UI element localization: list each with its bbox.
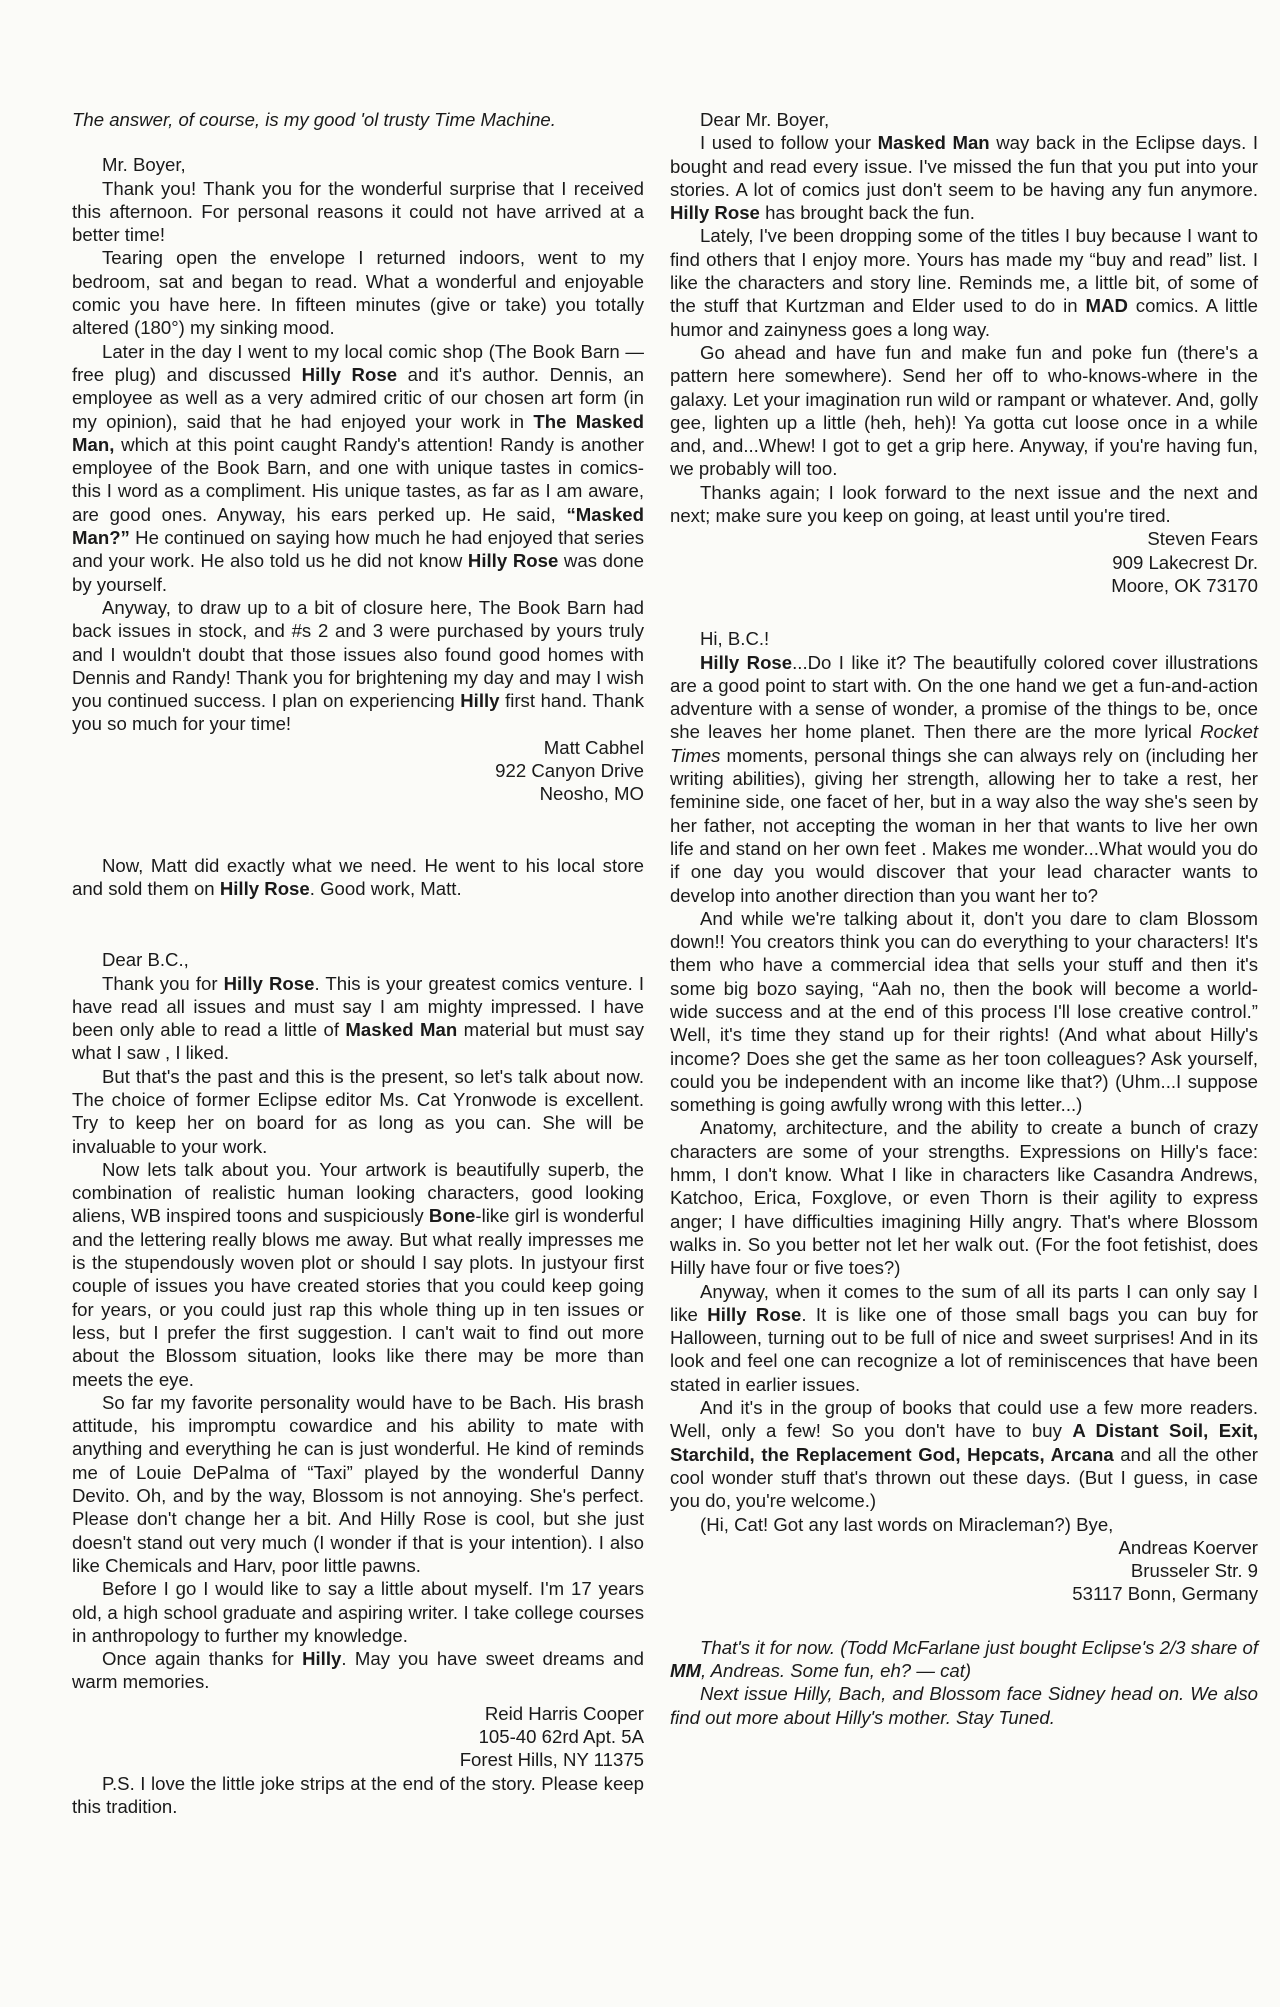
signature-name: Reid Harris Cooper [484,1702,644,1724]
paragraph: Before I go I would like to say a little about myself. I'm 17 years old, a high school graduate and aspiring writer. I take college courses in anthropology to further my knowledge. [72,1578,644,1646]
signature-name: Steven Fears [1147,528,1258,550]
signature-address: Forest Hills, NY 11375 [459,1749,644,1771]
paragraph: Now lets talk about you. Your artwork is beautifully superb, the combination of realistic human looking characters, good looking aliens, WB inspired toons and suspiciously Bone-like girl is wonderful and the lettering really blows me away. But what really impresses me is the stupendously woven plot or should I say plots. In justyour first couple of issues you have created stories that you could keep going for years, or you could just rap this whole thing up in ten issues or less, but I prefer the first suggestion. I can't wait to find out more about the Blossom situation, looks like there may be more than meets the eye. [72,1158,644,1390]
paragraph: Later in the day I went to my local comic shop (The Book Barn — free plug) and discussed Hilly Rose and it's author. Dennis, an employee as well as a very admired critic of our chosen art form (in my opinion), said that he had enjoyed your work in The Masked Man, which at this point caught Randy's attention! Randy is another employee of the Book Barn, and one with unique tastes in comics- this I word as a compliment. His unique tastes, as far as I am aware, are good ones. Anyway, his ears perked up. He said, “Masked Man?” He continued on saying how much he had enjoyed that series and your work. He also told us he did not know Hilly Rose was done by yourself. [72,340,644,595]
salutation: Mr. Boyer, [102,154,186,176]
letter-steven-fears [670,108,1258,597]
paragraph: But that's the past and this is the present, so let's talk about now. The choice of former Eclipse editor Ms. Cat Yronwode is excellent. Try to keep her on board for as long as you can. She will be invaluable to your work. [72,1065,644,1157]
signature-address: Neosho, MO [539,783,644,805]
paragraph: Thank you! Thank you for the wonderful surprise that I received this afternoon. For personal reasons it could not have arrived at a better time! [72,177,644,246]
left-column [72,108,644,1818]
signature-address: 922 Canyon Drive [495,760,644,782]
paragraph: Go ahead and have fun and make fun and poke fun (there's a pattern here somewhere). Send her off to who-knows-where in the galaxy. Let your imagination run wild or rampant or whatever. And, golly gee, lighten up a little (heh, heh)! Ya gotta cut loose once in a while and, and...Whew! I got to get a grip here. Anyway, if you're having fun, we probably will too. [670,341,1258,480]
letter-andreas-koerver [670,627,1258,1605]
paragraph: I used to follow your Masked Man way back in the Eclipse days. I bought and read every issue. I've missed the fun that you put into your stories. A lot of comics just don't seem to be having any fun anymore. Hilly Rose has brought back the fun. [670,132,1258,224]
letter-reid-harris-cooper [72,948,644,1818]
paragraph: Anyway, to draw up to a bit of closure here, The Book Barn had back issues in stock, and #s 2 and 3 were purchased by yours truly and I wouldn't doubt that those issues also found good homes with Dennis and Randy! Thank you for brightening my day and may I wish you continued success. I plan on experiencing Hilly first hand. Thank you so much for your time! [72,596,644,735]
signature-address: Moore, OK 73170 [1111,574,1258,596]
paragraph: Hilly Rose...Do I like it? The beautifully colored cover illustrations are a good point to start with. On the one hand we get a fun-and-action adventure with a sense of wonder, a promise of the things to be, once she leaves her home planet. Then there are the more lyrical Rocket Times moments, personal things she can always rely on (including her writing abilities), giving her strength, allowing her to take a rest, her feminine side, one facet of her, but in a way also the way she's seen by her father, not accepting the woman in her that wants to live her own life and stand on her own feet . Makes me wonder...What would you do if one day you would discover that your lead character wants to develop into another direction than you want her to? [670,651,1259,906]
signature-name: Andreas Koerver [1118,1536,1258,1558]
signature-address: 105-40 62rd Apt. 5A [478,1726,644,1747]
salutation: Hi, B.C.! [700,628,770,650]
paragraph: Anatomy, architecture, and the ability to create a bunch of crazy characters are some of your strengths. Expressions on Hilly's face: hmm, I don't know. What I like in characters like Casandra Andrews, Katchoo, Erica, Foxglove, or even Thorn is their agility to express anger; I have difficulties imagining Hilly angry. That's where Blossom walks in. So you better not let her walk out. (For the foot fetishist, does Hilly have four or five toes?) [670,1117,1258,1279]
salutation: Dear B.C., [102,949,189,971]
paragraph: And it's in the group of books that could use a few more readers. Well, only a few! So you don't have to buy A Distant Soil, Exit, Starchild, the Replacement God, Hepcats, Arcana and all the other cool wonder stuff that's thrown out these days. (But I guess, in case you do, you're welcome.) [670,1397,1258,1512]
signature-name: Matt Cabhel [543,736,644,758]
paragraph: So far my favorite personality would have to be Bach. His brash attitude, his impromptu cowardice and his ability to mate with anything and everything he can is just wonderful. He kind of reminds me of Louie DePalma of “Taxi” played by the wonderful Danny Devito. Oh, and by the way, Blossom is not annoying. She's perfect. Please don't change her a bit. And Hilly Rose is cool, but she just doesn't stand out very much (I wonder if that is your intention). I also like Chemicals and Harv, poor little pawns. [72,1391,644,1576]
next-issue-note: Next issue Hilly, Bach, and Blossom face Sidney head on. We also find out more about Hilly's mother. Stay Tuned. [670,1683,1258,1728]
right-column [670,108,1258,1729]
paragraph: (Hi, Cat! Got any last words on Miracleman?) Bye, [700,1513,1114,1535]
editor-reply: Now, Matt did exactly what we need. He went to his local store and sold them on Hilly Rose. Good work, Matt. [72,854,644,899]
paragraph: Thank you for Hilly Rose. This is your greatest comics venture. I have read all issues and must say I am mighty impressed. I have been only able to read a little of Masked Man material but must say what I saw , I liked. [72,972,644,1064]
signature-address: 53117 Bonn, Germany [1072,1583,1258,1605]
letter-matt-cabhel [72,153,644,805]
signature-address: 909 Lakecrest Dr. [1112,551,1258,573]
paragraph: Anyway, when it comes to the sum of all its parts I can only say I like Hilly Rose. It is like one of those small bags you can buy for Halloween, turning out to be full of nice and sweet surprises! And in its look and feel one can recognize a lot of reminiscences that have been stated in earlier issues. [670,1280,1258,1395]
paragraph: Lately, I've been dropping some of the titles I buy because I want to find others that I enjoy more. Yours has made my “buy and read” list. I like the characters and story line. Reminds me, a little bit, of some of the stuff that Kurtzman and Elder used to do in MAD comics. A little humor and zainyness goes a long way. [670,225,1258,340]
paragraph: Once again thanks for Hilly. May you have sweet dreams and warm memories. [72,1648,644,1693]
salutation: Dear Mr. Boyer, [700,109,830,130]
paragraph: Thanks again; I look forward to the next issue and the next and next; make sure you keep on going, at least until you're tired. [670,481,1258,527]
paragraph: Tearing open the envelope I returned indoors, went to my bedroom, sat and began to read. What a wonderful and enjoyable comic you have here. In fifteen minutes (give or take) you totally altered (180°) my sinking mood. [72,247,644,339]
postscript: P.S. I love the little joke strips at the end of the story. Please keep this tradition. [72,1772,644,1817]
paragraph: And while we're talking about it, don't you dare to clam Blossom down!! You creators think you can do everything to your characters! It's them who have a commercial idea that sells your stuff and then it's some big bozo saying, “Aah no, then the book will become a world-wide success and at the end of this process I'll lose creative control.” Well, it's time they stand up for their rights! (And what about Hilly's income? Does she get the same as her toon colleagues? Ask yourself, could you be independent with an income like that?) (Uhm...I suppose something is going awfully wrong with this letter...) [670,907,1258,1116]
signature-address: Brusseler Str. 9 [1130,1560,1258,1582]
editor-closing: That's it for now. (Todd McFarlane just bought Eclipse's 2/3 share of MM, Andreas. Some fun, eh? — cat) [670,1636,1258,1681]
intro-line: The answer, of course, is my good 'ol trusty Time Machine. [72,109,556,130]
